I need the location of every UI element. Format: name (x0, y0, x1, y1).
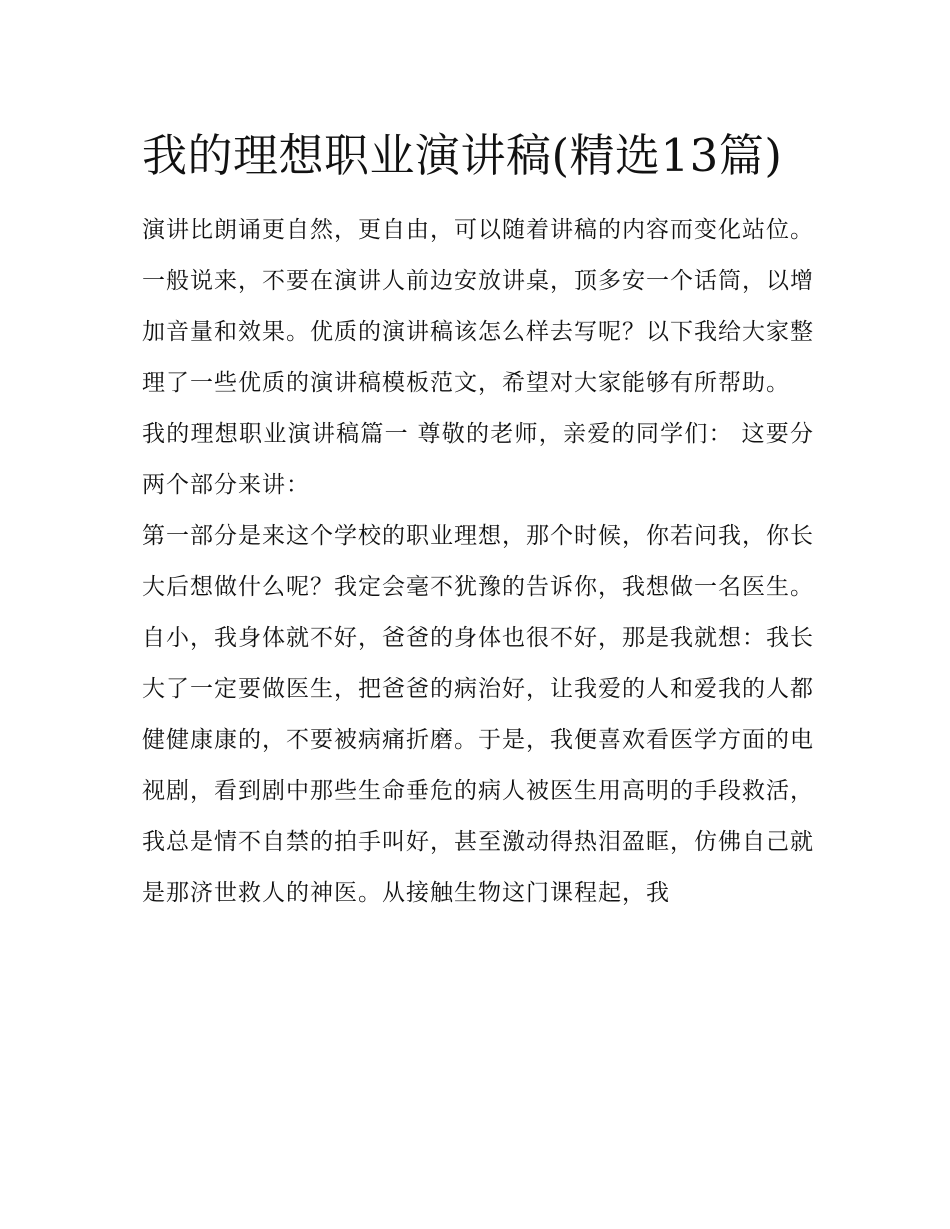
document-body (142, 116, 814, 919)
body-paragraph: 第一部分是来这个学校的职业理想，那个时候，你若问我，你长大后想做什么呢？我定会毫不犹豫的告诉你，我想做一名医生。 (142, 523, 814, 600)
document-title: 我的理想职业演讲稿(精选13篇) (142, 129, 783, 182)
section-heading-paragraph: 我的理想职业演讲稿篇一 尊敬的老师，亲爱的同学们： 这要分两个部分来讲： (142, 421, 814, 498)
intro-paragraph: 演讲比朗诵更自然，更自由，可以随着讲稿的内容而变化站位。一般说来，不要在演讲人前边安放讲桌，顶多安一个话筒，以增加音量和效果。优质的演讲稿该怎么样去写呢？以下我给大家整理了一些优质的演讲稿模板范文，希望对大家能够有所帮助。 (142, 217, 814, 396)
body-paragraph: 自小，我身体就不好，爸爸的身体也很不好，那是我就想：我长大了一定要做医生，把爸爸的病治好，让我爱的人和爱我的人都健健康康的，不要被病痛折磨。于是，我便喜欢看医学方面的电视剧，看到剧中那些生命垂危的病人被医生用高明的手段救活，我总是情不自禁的拍手叫好，甚至激动得热泪盈眶，仿佛自己就是那济世救人的神医。从接触生物这门课程起，我 (142, 625, 814, 906)
